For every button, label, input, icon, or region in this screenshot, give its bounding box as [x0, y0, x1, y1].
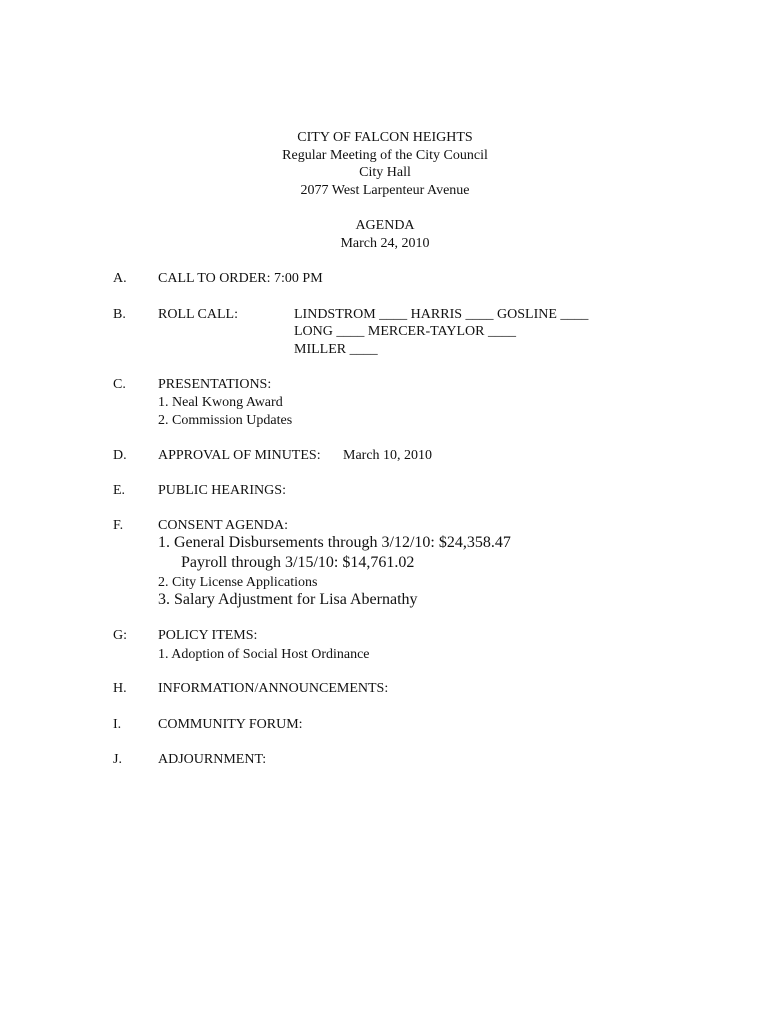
- item-f-letter: F.: [113, 518, 124, 533]
- item-h-title: INFORMATION/ANNOUNCEMENTS:: [158, 681, 389, 696]
- item-j-letter: J.: [113, 752, 122, 767]
- item-c-sub-1: 1. Neal Kwong Award: [158, 395, 283, 410]
- roll-call-line-2: LONG ____ MERCER-TAYLOR ____: [294, 324, 516, 339]
- address: 2077 West Larpenteur Avenue: [300, 183, 470, 198]
- venue: City Hall: [359, 165, 411, 180]
- item-d-letter: D.: [113, 448, 127, 463]
- item-i-title: COMMUNITY FORUM:: [158, 717, 303, 732]
- item-b-title: ROLL CALL:: [158, 307, 238, 322]
- item-i-letter: I.: [113, 717, 122, 732]
- roll-call-line-3: MILLER ____: [294, 342, 378, 357]
- item-d-title: APPROVAL OF MINUTES:: [158, 448, 321, 463]
- item-c-sub-2: 2. Commission Updates: [158, 413, 293, 428]
- item-c-letter: C.: [113, 377, 126, 392]
- item-f-sub-2: 2. City License Applications: [158, 575, 318, 590]
- item-c-title: PRESENTATIONS:: [158, 377, 272, 392]
- item-j-title: ADJOURNMENT:: [158, 752, 267, 767]
- item-f-title: CONSENT AGENDA:: [158, 518, 289, 533]
- item-a-letter: A.: [113, 271, 127, 286]
- item-f-sub-3: 3. Salary Adjustment for Lisa Abernathy: [158, 591, 418, 608]
- item-f-sub-1: 1. General Disbursements through 3/12/10: $24,358.47: [158, 534, 511, 551]
- roll-call-line-1: LINDSTROM ____ HARRIS ____ GOSLINE ____: [294, 307, 589, 322]
- city-name: CITY OF FALCON HEIGHTS: [297, 130, 473, 145]
- item-g-title: POLICY ITEMS:: [158, 628, 258, 643]
- meeting-type: Regular Meeting of the City Council: [282, 148, 488, 163]
- item-h-letter: H.: [113, 681, 127, 696]
- minutes-date: March 10, 2010: [343, 448, 433, 463]
- item-e-letter: E.: [113, 483, 126, 498]
- agenda-title: AGENDA: [355, 218, 415, 233]
- item-b-letter: B.: [113, 307, 126, 322]
- agenda-date: March 24, 2010: [340, 236, 430, 251]
- item-g-letter: G:: [113, 628, 127, 643]
- item-f-sub-1b: Payroll through 3/15/10: $14,761.02: [181, 554, 415, 571]
- item-g-sub-1: 1. Adoption of Social Host Ordinance: [158, 647, 370, 662]
- item-e-title: PUBLIC HEARINGS:: [158, 483, 286, 498]
- item-a-title: CALL TO ORDER: 7:00 PM: [158, 271, 323, 286]
